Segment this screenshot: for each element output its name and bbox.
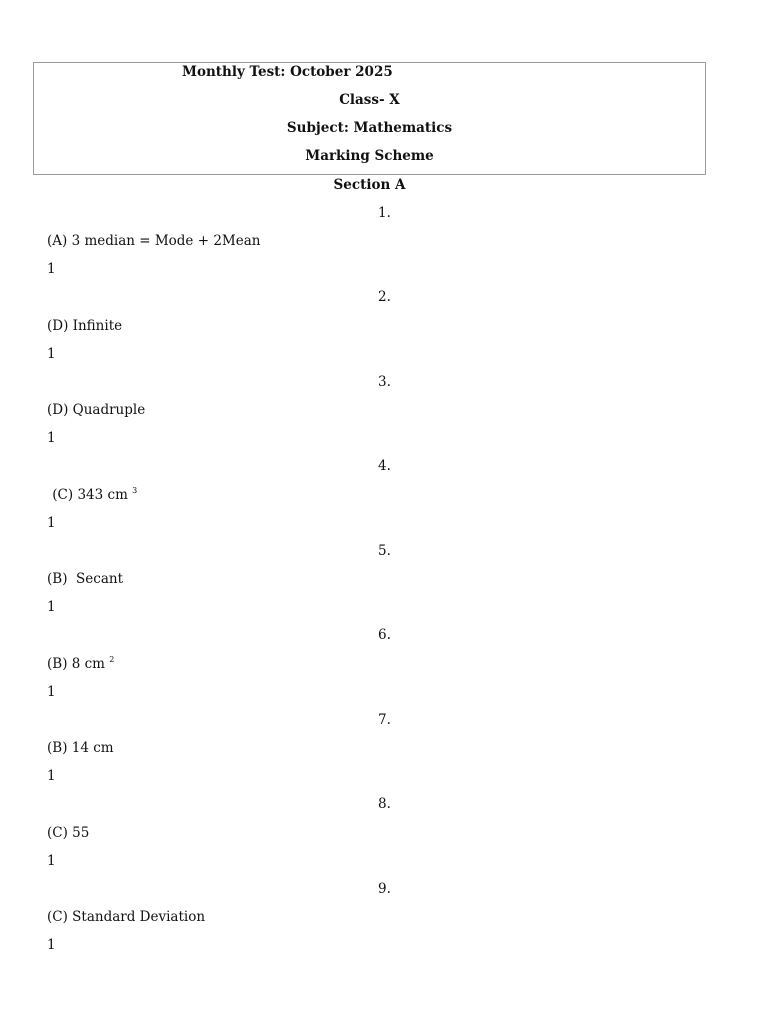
question-number: 8. <box>378 796 391 812</box>
question-number: 1. <box>378 205 391 221</box>
section-heading: Section A <box>333 177 406 193</box>
subject-label: Subject: Mathematics <box>286 120 453 136</box>
answer-text: (B) Secant <box>47 571 124 587</box>
class-label: Class- X <box>339 92 400 108</box>
answer-text: (C) 55 <box>47 825 90 841</box>
question-number: 4. <box>378 458 391 474</box>
answer-text: (B) 14 cm <box>47 740 114 756</box>
test-title: Monthly Test: October 2025 <box>182 64 393 80</box>
answer-text: (B) 8 cm $^2$ <box>47 655 115 672</box>
question-number: 3. <box>378 374 391 390</box>
mark-value: 1 <box>47 599 56 615</box>
answer-text: (D) Infinite <box>47 318 123 334</box>
superscript: 3 <box>132 486 138 495</box>
mark-value: 1 <box>47 430 56 446</box>
question-number: 2. <box>378 289 391 305</box>
mark-value: 1 <box>47 515 56 531</box>
question-number: 5. <box>378 543 391 559</box>
answer-text: (A) 3 median = Mode + 2Mean <box>47 233 261 249</box>
mark-value: 1 <box>47 684 56 700</box>
mark-value: 1 <box>47 346 56 362</box>
answer-text: (C) Standard Deviation <box>47 909 206 925</box>
mark-value: 1 <box>47 768 56 784</box>
marking-scheme-label: Marking Scheme <box>305 148 434 164</box>
answer-text: (C) 343 cm $^3$ <box>48 486 138 503</box>
mark-value: 1 <box>47 853 56 869</box>
superscript: 2 <box>109 655 115 664</box>
mark-value: 1 <box>47 261 56 277</box>
question-number: 9. <box>378 881 391 897</box>
mark-value: 1 <box>47 937 56 953</box>
question-number: 7. <box>378 712 391 728</box>
question-number: 6. <box>378 627 391 643</box>
answer-text: (D) Quadruple <box>47 402 146 418</box>
